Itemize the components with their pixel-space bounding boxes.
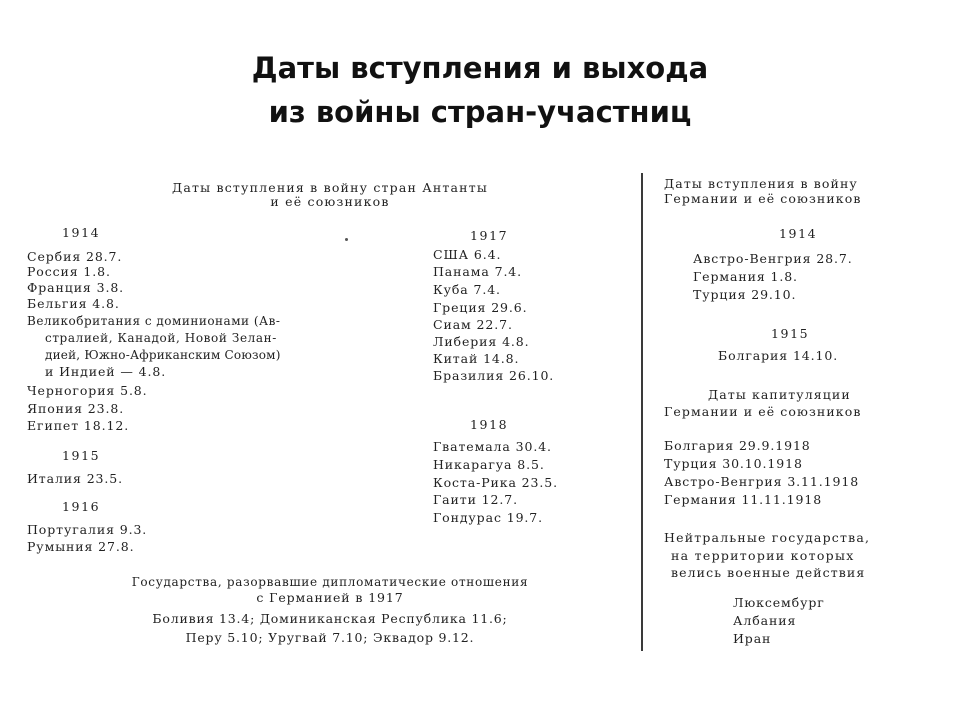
- list-item: Египет 18.12.: [27, 418, 130, 433]
- year-1918: 1918: [470, 417, 509, 432]
- list-item: Россия 1.8.: [27, 264, 111, 279]
- list-item: Куба 7.4.: [433, 282, 501, 297]
- list-item: Германия 11.11.1918: [664, 492, 823, 507]
- central-heading-sub: Германии и её союзников: [664, 191, 862, 206]
- entente-heading: Даты вступления в войну стран Антанты: [172, 180, 488, 195]
- year-1915: 1915: [62, 448, 101, 463]
- list-item: Турция 29.10.: [693, 287, 797, 302]
- list-item: Перу 5.10; Уругвай 7.10; Эквадор 9.12.: [185, 630, 475, 645]
- list-item: Япония 23.8.: [27, 401, 125, 416]
- list-item: Китай 14.8.: [433, 351, 520, 366]
- list-item: США 6.4.: [433, 247, 502, 262]
- list-item: дией, Южно-Африканским Союзом): [45, 348, 281, 362]
- list-item: Австро-Венгрия 3.11.1918: [664, 474, 860, 489]
- list-item: Болгария 14.10.: [718, 348, 839, 363]
- list-item: Италия 23.5.: [27, 471, 124, 486]
- list-item: Сиам 22.7.: [433, 317, 513, 332]
- list-item: Албания: [733, 613, 797, 628]
- broken-relations-heading: Государства, разорвавшие дипломатические отношения: [131, 575, 529, 589]
- list-item: Никарагуа 8.5.: [433, 457, 545, 472]
- neutral-heading-sub: на территории которых: [671, 548, 855, 563]
- year-1916: 1916: [62, 499, 101, 514]
- list-item: Черногория 5.8.: [27, 383, 148, 398]
- list-item: Панама 7.4.: [433, 264, 523, 279]
- list-item: Бельгия 4.8.: [27, 296, 120, 311]
- title-line-1: Даты вступления и выхода: [251, 51, 709, 85]
- list-item: Великобритания с доминионами (Ав-: [27, 314, 281, 328]
- list-item: Португалия 9.3.: [27, 522, 148, 537]
- neutral-heading-sub2: велись военные действия: [671, 565, 866, 580]
- broken-relations-heading-sub: с Германией в 1917: [256, 590, 404, 605]
- list-item: Гондурас 19.7.: [433, 510, 544, 525]
- list-item: Австро-Венгрия 28.7.: [693, 251, 853, 266]
- central-heading: Даты вступления в войну: [664, 176, 858, 191]
- list-item: Греция 29.6.: [433, 300, 528, 315]
- list-item: Румыния 27.8.: [27, 539, 135, 554]
- list-item: Гаити 12.7.: [433, 492, 518, 507]
- list-item: Гватемала 30.4.: [433, 439, 552, 454]
- capitulation-heading-sub: Германии и её союзников: [664, 404, 862, 419]
- list-item: Бразилия 26.10.: [433, 368, 555, 383]
- list-item: Либерия 4.8.: [433, 334, 530, 349]
- list-item: Иран: [733, 631, 772, 646]
- list-item: стралией, Канадой, Новой Зелан-: [45, 331, 277, 345]
- list-item: Сербия 28.7.: [27, 249, 123, 264]
- year-1914: 1914: [779, 226, 818, 241]
- list-item: Франция 3.8.: [27, 280, 125, 295]
- list-item: Турция 30.10.1918: [664, 456, 803, 471]
- neutral-heading: Нейтральные государства,: [664, 530, 871, 545]
- list-item: Боливия 13.4; Доминиканская Республика 11.6;: [152, 611, 508, 626]
- list-item: Люксембург: [733, 595, 825, 610]
- capitulation-heading: Даты капитуляции: [708, 387, 851, 402]
- title-line-2: из войны стран-участниц: [268, 95, 692, 129]
- entente-heading-sub: и её союзников: [270, 194, 390, 209]
- column-divider: [641, 173, 643, 651]
- year-1914: 1914: [62, 225, 101, 240]
- list-item: и Индией — 4.8.: [45, 364, 167, 379]
- year-1917: 1917: [470, 228, 509, 243]
- list-item: Болгария 29.9.1918: [664, 438, 811, 453]
- year-1915: 1915: [771, 326, 810, 341]
- scan-speck: [345, 238, 348, 241]
- list-item: Коста-Рика 23.5.: [433, 475, 558, 490]
- list-item: Германия 1.8.: [693, 269, 798, 284]
